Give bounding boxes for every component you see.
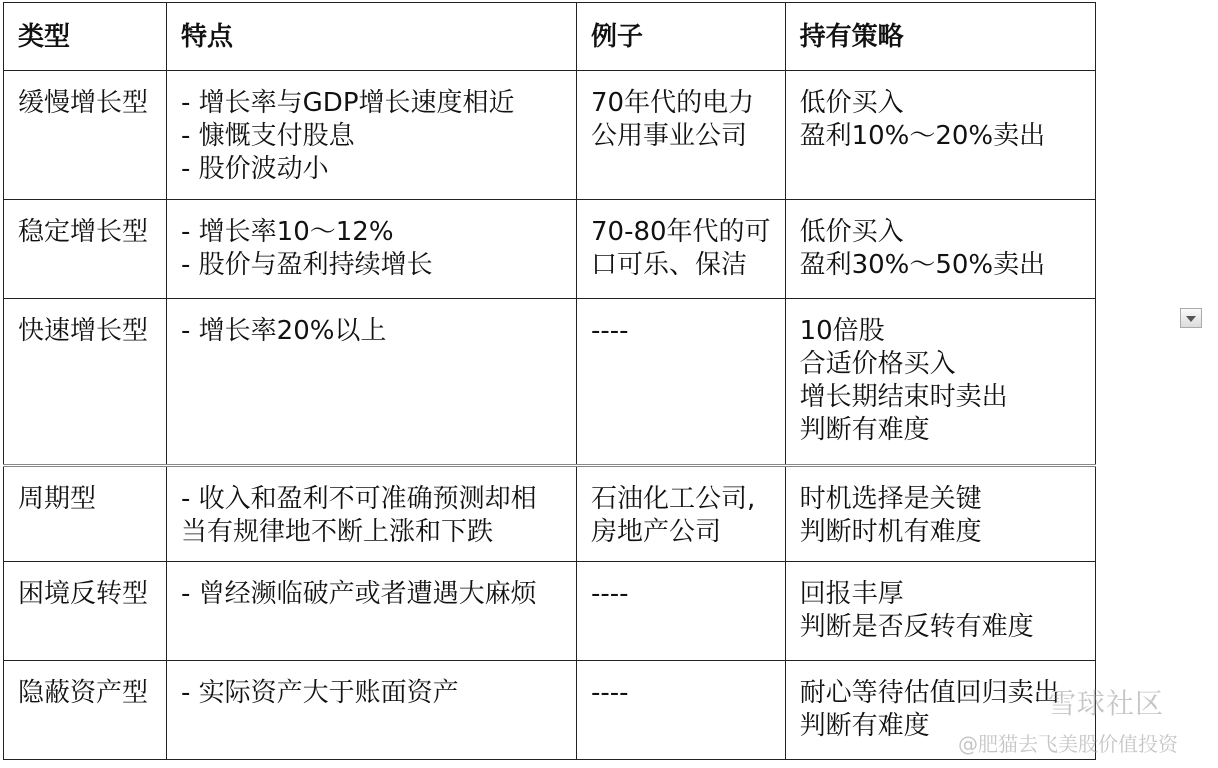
cell-features xyxy=(167,562,577,661)
table-row xyxy=(4,661,1096,760)
strategy-line: 时机选择是关键 xyxy=(799,484,982,514)
cell-features xyxy=(167,661,577,760)
strategy-line: 盈利30%～50%卖出 xyxy=(799,250,1046,280)
cell-example xyxy=(577,200,786,299)
feature-line: - 收入和盈利不可准确预测却相 xyxy=(181,484,537,514)
strategy-line: 10倍股 xyxy=(799,316,885,346)
strategy-line: 耐心等待估值回归卖出 xyxy=(799,678,1060,708)
header-example: 例子 xyxy=(577,3,786,71)
feature-line: - 慷慨支付股息 xyxy=(181,121,355,151)
strategy-line: 低价买入 xyxy=(799,217,904,247)
example-line: 石油化工公司, xyxy=(591,484,756,514)
strategy-line: 回报丰厚 xyxy=(799,579,904,609)
header-type: 类型 xyxy=(4,3,167,71)
example-line: 70-80年代的可 xyxy=(591,217,771,247)
example-line: 公用事业公司 xyxy=(591,121,748,151)
feature-line: - 增长率与GDP增长速度相近 xyxy=(181,88,515,118)
cell-features xyxy=(167,200,577,299)
cell-features xyxy=(167,299,577,466)
strategy-line: 低价买入 xyxy=(799,88,904,118)
feature-line: - 曾经濒临破产或者遭遇大麻烦 xyxy=(181,579,537,609)
cell-strategy xyxy=(785,299,1095,466)
cell-type: 周期型 xyxy=(4,466,167,562)
cell-features xyxy=(167,466,577,562)
table-row xyxy=(4,71,1096,200)
example-line: ---- xyxy=(591,316,629,346)
header-features: 特点 xyxy=(167,3,577,71)
cell-example xyxy=(577,661,786,760)
stock-type-table xyxy=(3,2,1096,760)
cell-type: 稳定增长型 xyxy=(4,200,167,299)
cell-example xyxy=(577,466,786,562)
feature-line: - 股价与盈利持续增长 xyxy=(181,250,433,280)
cell-features xyxy=(167,71,577,200)
cell-type: 困境反转型 xyxy=(4,562,167,661)
strategy-line: 判断时机有难度 xyxy=(799,517,982,547)
feature-line: - 股价波动小 xyxy=(181,154,329,184)
strategy-line: 盈利10%～20%卖出 xyxy=(799,121,1046,151)
cell-strategy xyxy=(785,200,1095,299)
header-row xyxy=(4,3,1096,71)
example-line: 70年代的电力 xyxy=(591,88,755,118)
cell-type: 快速增长型 xyxy=(4,299,167,466)
table-row xyxy=(4,299,1096,466)
cell-strategy xyxy=(785,466,1095,562)
strategy-line: 判断有难度 xyxy=(799,415,930,445)
strategy-line: 合适价格买入 xyxy=(799,349,956,379)
strategy-line: 判断有难度 xyxy=(799,711,930,741)
feature-line: 当有规律地不断上涨和下跌 xyxy=(181,517,494,547)
cell-example xyxy=(577,562,786,661)
example-line: 口可乐、保洁 xyxy=(591,250,748,280)
watermark-author: @肥猫去飞美股价值投资 xyxy=(958,732,1178,756)
example-line: 房地产公司 xyxy=(591,517,722,547)
table-row xyxy=(4,200,1096,299)
cell-type: 隐蔽资产型 xyxy=(4,661,167,760)
feature-line: - 增长率20%以上 xyxy=(181,316,387,346)
example-line: ---- xyxy=(591,579,629,609)
cell-strategy xyxy=(785,562,1095,661)
feature-line: - 增长率10～12% xyxy=(181,217,394,247)
table-row xyxy=(4,562,1096,661)
header-strategy: 持有策略 xyxy=(785,3,1095,71)
watermark-site: 雪球社区 xyxy=(1048,687,1165,720)
cell-example xyxy=(577,299,786,466)
cell-type: 缓慢增长型 xyxy=(4,71,167,200)
example-line: ---- xyxy=(591,678,629,708)
strategy-line: 增长期结束时卖出 xyxy=(799,382,1008,412)
chevron-down-icon[interactable] xyxy=(1180,308,1202,328)
cell-strategy xyxy=(785,71,1095,200)
table-row xyxy=(4,466,1096,562)
strategy-line: 判断是否反转有难度 xyxy=(799,612,1034,642)
feature-line: - 实际资产大于账面资产 xyxy=(181,678,459,708)
cell-example xyxy=(577,71,786,200)
